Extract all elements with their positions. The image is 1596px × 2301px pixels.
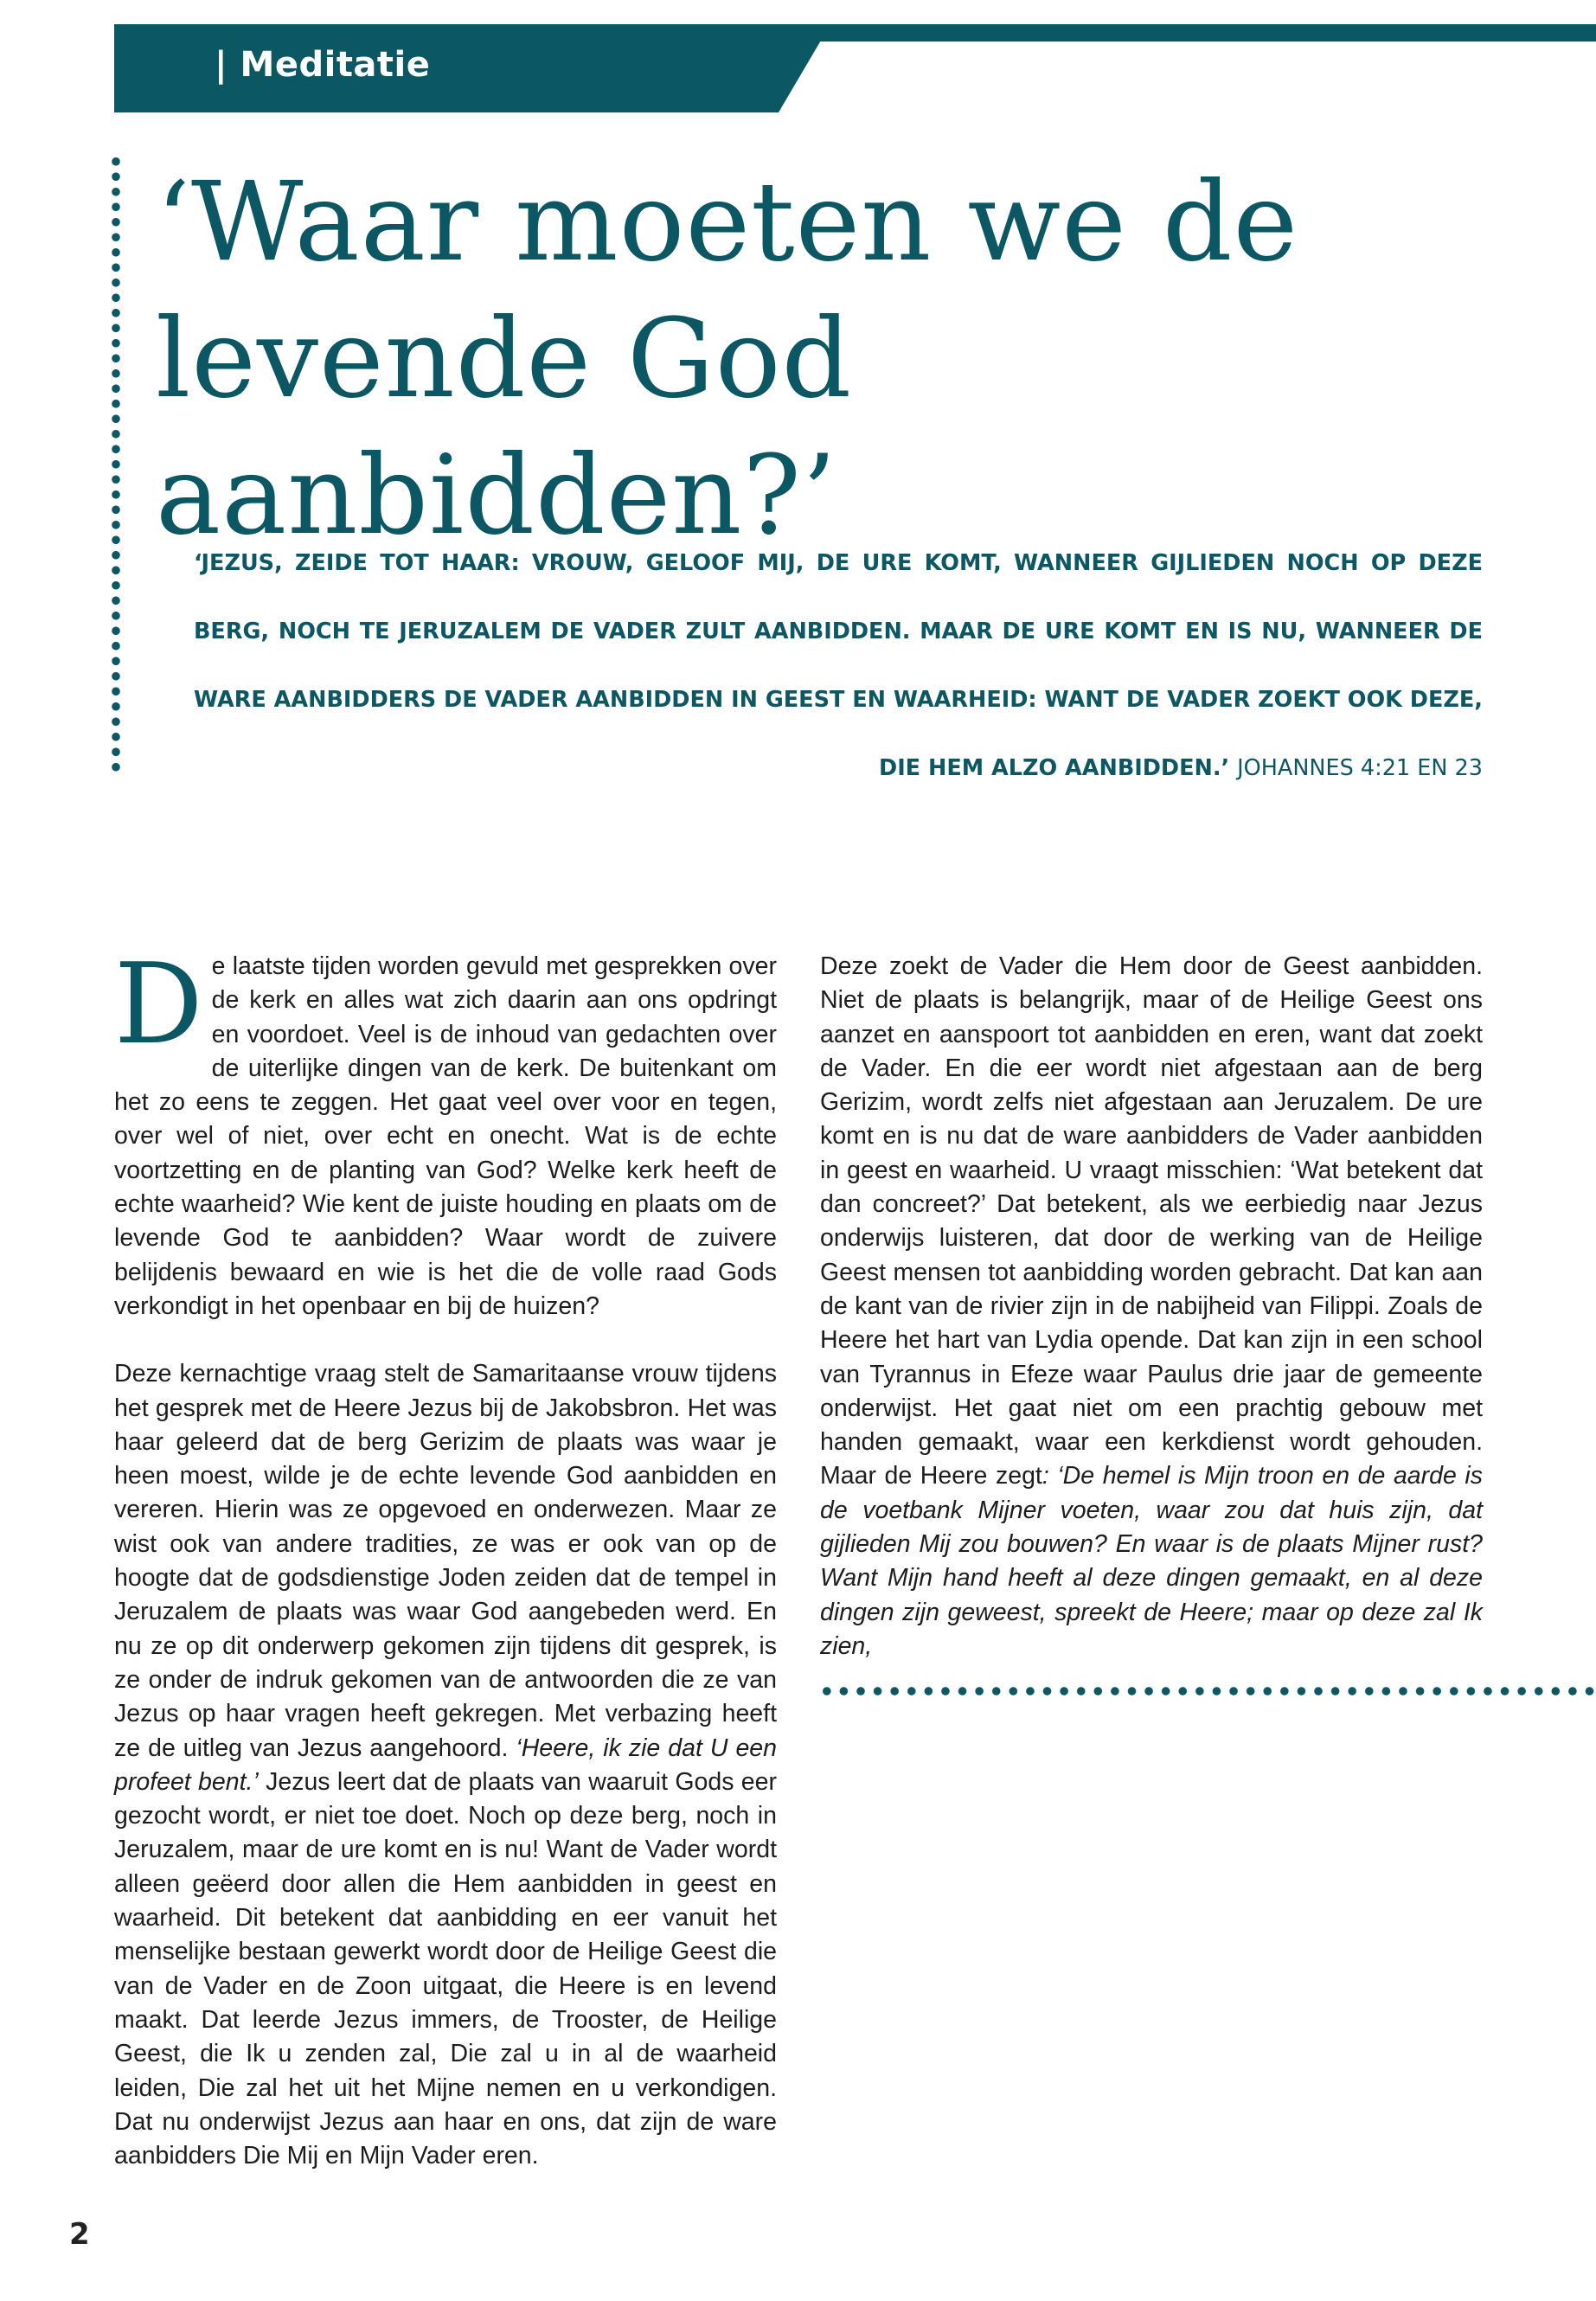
drop-cap: D — [114, 940, 203, 1069]
article-paragraph — [820, 950, 1483, 1663]
title-line-2: levende God aanbidden?’ — [156, 295, 853, 559]
quote-text: ‘JEZUS, ZEIDE TOT HAAR: VROUW, GELOOF MIJ, DE URE KOMT, WANNEER GIJLIEDEN NOCH OP DEZE BERG, NOCH TE JERUZALEM DE VADER ZULT AANBIDDEN. MAAR DE URE KOMT EN IS NU, WANNEER DE WARE AANBIDDERS DE VADER AANBIDDEN IN GEEST EN WAARHEID: WANT DE VADER ZOEKT OOK DEZE, DIE HEM ALZO AANBIDDEN.’ — [194, 550, 1483, 781]
inline-quote: : ‘De hemel is Mijn troon en de aarde is de voetbank Mijner voeten, waar zou dat huis zijn, dat gijlieden Mij zou bouwen? En waar is de plaats Mijner rust? Want Mijn hand heeft al deze dingen gemaakt, en al deze dingen zijn geweest, spreekt de Heere; maar op deze zal Ik zien, — [820, 1462, 1483, 1660]
paragraph-text: e laatste tijden worden gevuld met gesprekken over de kerk en alles wat zich daarin aan ons opdringt en voordoet. Veel is de inhoud van gedachten over de uiterlijke dingen van de kerk. De buitenkant om het zo eens te zeggen. Het gaat veel over voor en tegen, over wel of niet, over echt en onecht. Wat is de echte voortzetting en de planting van God? Welke kerk heeft de echte waarheid? Wie kent de juiste houding en plaats om de levende God te aanbidden? Waar wordt de zuivere belijdenis bewaard en wie is het die de volle raad Gods verkondigt in het openbaar en bij de huizen? — [114, 952, 777, 1320]
scripture-quote — [194, 529, 1483, 803]
paragraph-text: Jezus leert dat de plaats van waaruit Gods eer gezocht wordt, er niet toe doet. Noch op deze berg, noch in Jeruzalem, maar de ure komt en is nu! Want de Vader wordt alleen geëerd door allen die Hem aanbidden in geest en waarheid. Dit betekent dat aanbidding en eer vanuit het menselijke bestaan gewerkt wordt door de Heilige Geest die van de Vader en de Zoon uitgaat, die Heere is en levend maakt. Dat leerde Jezus immers, de Trooster, de Heilige Geest, die Ik u zenden zal, Die zal u in al de waarheid leiden, Die zal het uit het Mijne nemen en u verkondigen. Dat nu onderwijst Jezus aan haar en ons, dat zijn de ware aanbidders Die Mij en Mijn Vader eren. — [114, 1767, 777, 2170]
article-column-left — [114, 940, 777, 2207]
article-paragraph — [114, 940, 777, 1324]
article-paragraph — [114, 1357, 777, 2173]
paragraph-text: Deze kernachtige vraag stelt de Samaritaanse vrouw tijdens het gesprek met de Heere Jezus bij de Jakobsbron. Het was haar geleerd dat de berg Gerizim de plaats was waar je heen moest, wilde je de echte levende God aanbidden en vereren. Hierin was ze opgevoed en onderwezen. Maar ze wist ook van andere tradities, ze was er ook van op de hoogte dat de godsdienstige Joden zeiden dat de tempel in Jeruzalem de plaats was waar God aangebeden werd. En nu ze op dit onderwerp gekomen zijn tijdens dit gesprek, is ze onder de indruk gekomen van de antwoorden die ze van Jezus op haar vragen heeft gekregen. Met verbazing heeft ze de uitleg van Jezus aangehoord. — [114, 1360, 777, 1762]
dotted-rule-horizontal — [818, 1685, 1596, 1697]
pen-notebook-icon — [0, 0, 69, 69]
inline-quote: ‘Heere, ik zie dat U een profeet bent.’ — [114, 1734, 777, 1796]
section-label: | Meditatie — [215, 45, 431, 85]
dotted-rule-vertical — [111, 154, 121, 775]
page-title — [156, 154, 1540, 564]
article-column-right — [820, 950, 1483, 1697]
section-header — [0, 0, 1596, 112]
paragraph-text: Deze zoekt de Vader die Hem door de Geest aanbidden. Niet de plaats is belangrijk, maar of de Heilige Geest ons aanzet en aanspoort tot aanbidden en eren, want dat zoekt de Vader. En die eer wordt niet afgestaan aan de berg Gerizim, wordt zelfs niet afgestaan aan Jeruzalem. De ure komt en is nu dat de ware aanbidders de Vader aanbidden in geest en waarheid. U vraagt misschien: ‘Wat betekent dat dan concreet?’ Dat betekent, als we eerbiedig naar Jezus onderwijs luisteren, dat door de werking van de Heilige Geest mensen tot aanbidding worden gebracht. Dat kan aan de kant van de rivier zijn in de nabijheid van Filippi. Zoals de Heere het hart van Lydia opende. Dat kan zijn in een school van Tyrannus in Efeze waar Paulus drie jaar de gemeente onderwijst. Het gaat niet om een prachtig gebouw met handen gemaakt, waar een kerkdienst wordt gehouden. Maar de Heere zegt — [820, 952, 1483, 1490]
quote-reference: JOHANNES 4:21 EN 23 — [1237, 755, 1483, 781]
page-number: 2 — [69, 2217, 90, 2252]
title-line-1: ‘Waar moeten we de — [156, 158, 1299, 285]
